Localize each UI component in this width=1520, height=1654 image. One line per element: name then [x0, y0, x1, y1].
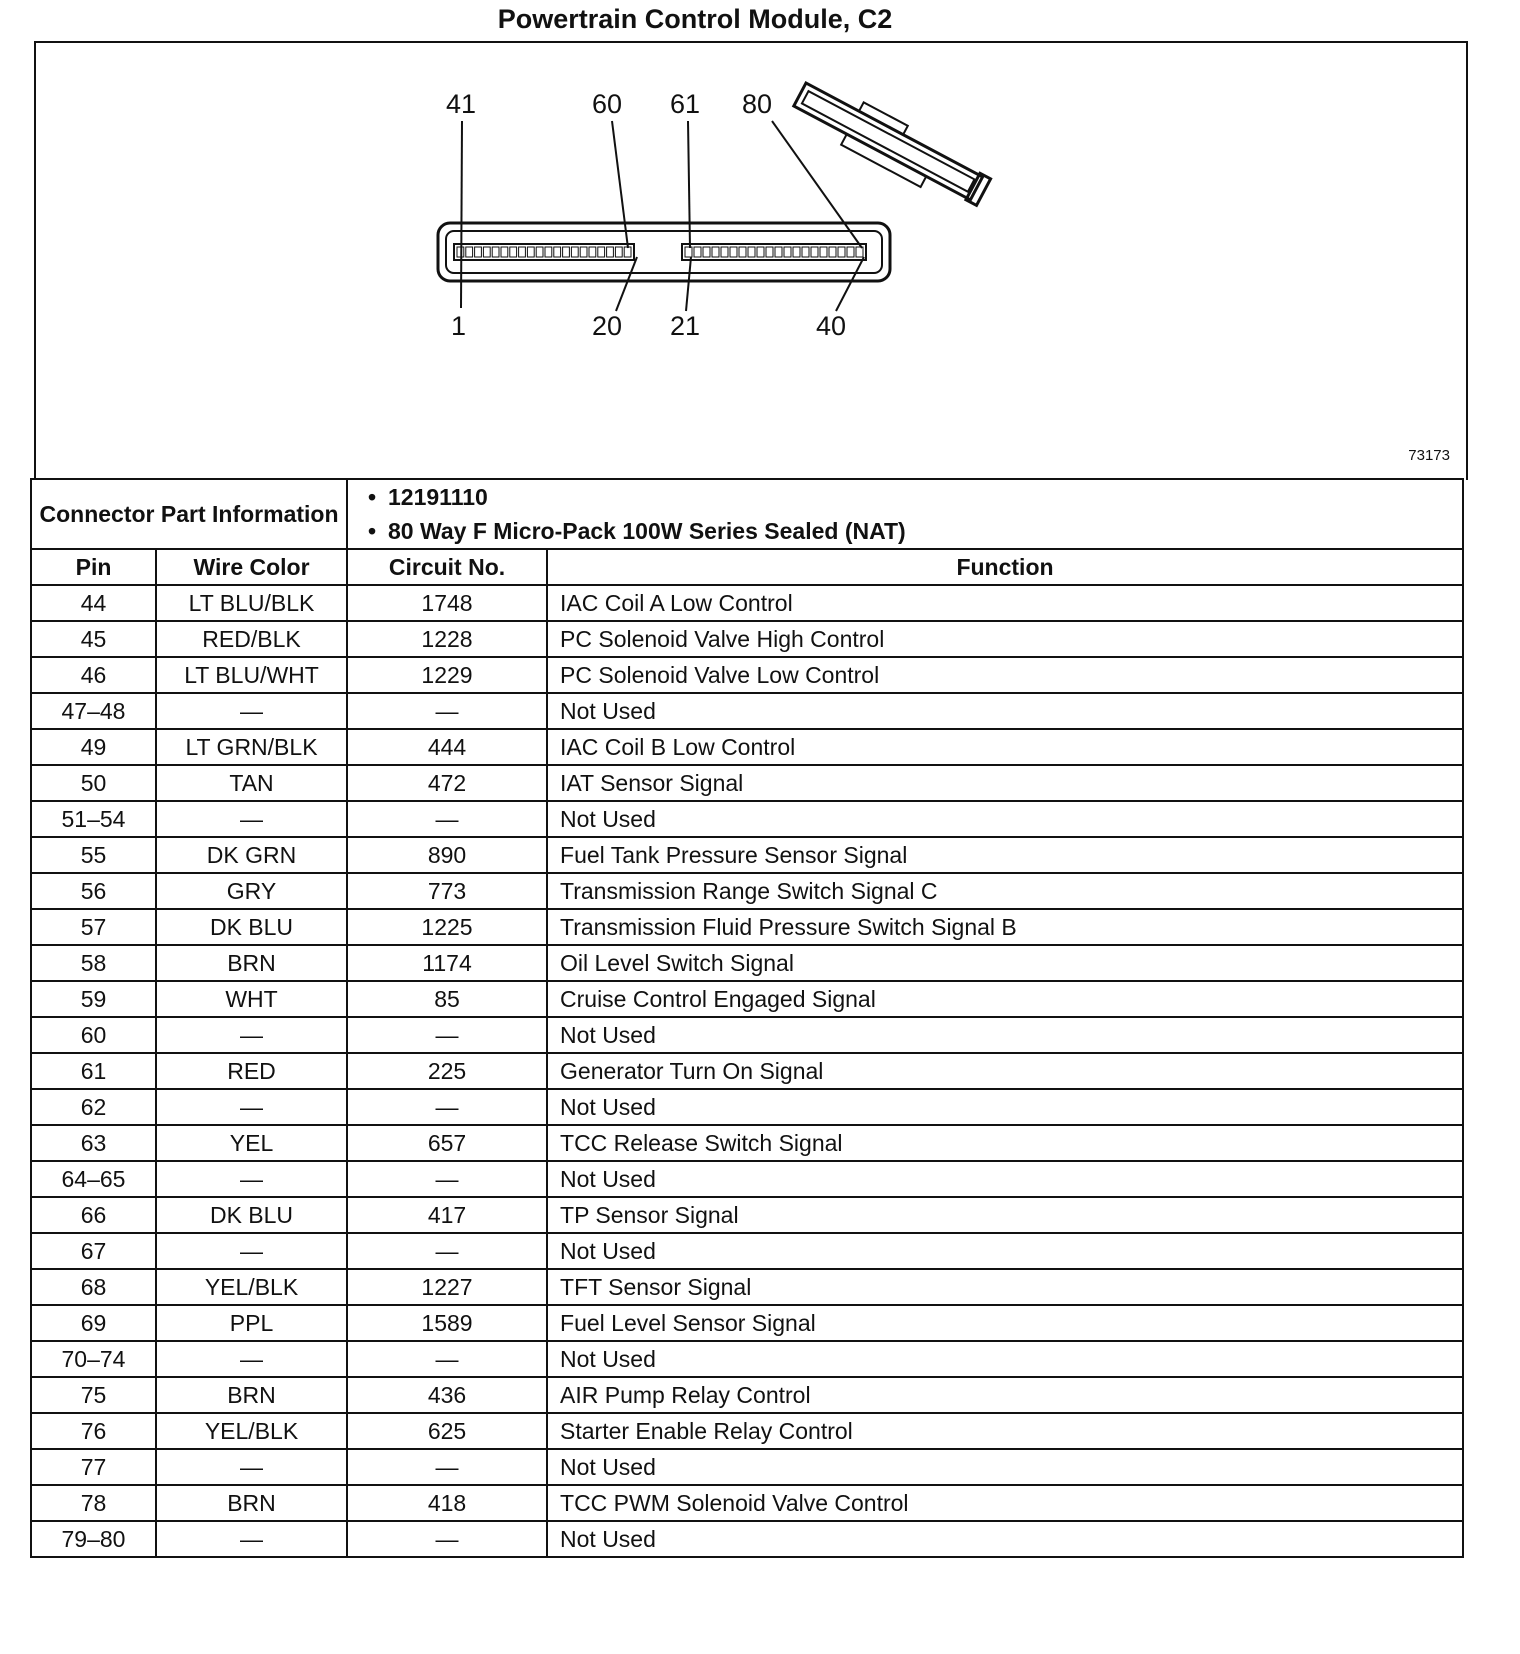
cell-function: Not Used [547, 1233, 1463, 1269]
table-row [31, 1341, 1463, 1377]
cell-circuit-no: 225 [347, 1053, 547, 1089]
cell-function: AIR Pump Relay Control [547, 1377, 1463, 1413]
pin-cavity [615, 247, 622, 257]
cell-pin: 50 [31, 765, 156, 801]
pin-label-21: 21 [670, 311, 701, 341]
pin-cavity [856, 247, 863, 257]
table-row [31, 729, 1463, 765]
pin-cavity [757, 247, 764, 257]
table-row [31, 1053, 1463, 1089]
connector-side-view [788, 74, 994, 214]
pin-cavity [685, 247, 692, 257]
leader-80 [772, 121, 862, 248]
connector-info-items [347, 479, 1463, 549]
pin-cavity [694, 247, 701, 257]
cell-wire-color: LT GRN/BLK [156, 729, 347, 765]
cell-wire-color: LT BLU/BLK [156, 585, 347, 621]
cell-function: Not Used [547, 693, 1463, 729]
cell-pin: 76 [31, 1413, 156, 1449]
cell-pin: 46 [31, 657, 156, 693]
cell-function: Generator Turn On Signal [547, 1053, 1463, 1089]
cell-function: PC Solenoid Valve High Control [547, 621, 1463, 657]
cell-circuit-no: 890 [347, 837, 547, 873]
pin-label-80: 80 [742, 89, 773, 119]
pin-cavity [483, 247, 490, 257]
cell-wire-color: TAN [156, 765, 347, 801]
table-row [31, 1089, 1463, 1125]
cell-pin: 60 [31, 1017, 156, 1053]
cell-circuit-no: 1225 [347, 909, 547, 945]
cell-wire-color: YEL [156, 1125, 347, 1161]
pin-cavity [545, 247, 552, 257]
cell-pin: 55 [31, 837, 156, 873]
cell-wire-color: DK BLU [156, 909, 347, 945]
table-row [31, 1449, 1463, 1485]
cell-function: Not Used [547, 1341, 1463, 1377]
table-row [31, 657, 1463, 693]
cell-pin: 59 [31, 981, 156, 1017]
cell-wire-color: — [156, 801, 347, 837]
cell-function: Not Used [547, 1089, 1463, 1125]
pin-cavity [784, 247, 791, 257]
pin-cavity [802, 247, 809, 257]
pin-cavity [703, 247, 710, 257]
cell-pin: 67 [31, 1233, 156, 1269]
pin-label-20: 20 [592, 311, 623, 341]
cell-wire-color: — [156, 1449, 347, 1485]
table-row [31, 1521, 1463, 1557]
cell-pin: 78 [31, 1485, 156, 1521]
pin-cavity [847, 247, 854, 257]
connector-info-row [31, 479, 1463, 549]
pin-cavity [589, 247, 596, 257]
pin-cavity [492, 247, 499, 257]
cell-wire-color: YEL/BLK [156, 1413, 347, 1449]
table-row [31, 1269, 1463, 1305]
leader-41-1 [461, 121, 462, 308]
cell-pin: 47–48 [31, 693, 156, 729]
table-row [31, 1197, 1463, 1233]
pin-cavity [820, 247, 827, 257]
pin-cavity [721, 247, 728, 257]
cell-wire-color: — [156, 1089, 347, 1125]
cell-pin: 51–54 [31, 801, 156, 837]
cell-function: Not Used [547, 1161, 1463, 1197]
cell-circuit-no: — [347, 1341, 547, 1377]
cell-function: TP Sensor Signal [547, 1197, 1463, 1233]
cell-function: IAC Coil B Low Control [547, 729, 1463, 765]
cell-function: Not Used [547, 801, 1463, 837]
cell-function: TFT Sensor Signal [547, 1269, 1463, 1305]
header-wire-color: Wire Color [156, 549, 347, 585]
cell-function: Not Used [547, 1017, 1463, 1053]
pin-label-1: 1 [451, 311, 467, 341]
cell-wire-color: RED [156, 1053, 347, 1089]
pin-cavity [829, 247, 836, 257]
table-row [31, 693, 1463, 729]
pin-cavity [838, 247, 845, 257]
cell-function: IAT Sensor Signal [547, 765, 1463, 801]
page-title: Powertrain Control Module, C2 [497, 4, 893, 34]
pin-cavity [748, 247, 755, 257]
pin-cavity [775, 247, 782, 257]
pin-label-40: 40 [816, 311, 847, 341]
cell-circuit-no: 625 [347, 1413, 547, 1449]
cell-pin: 61 [31, 1053, 156, 1089]
connector-figure [34, 41, 1468, 480]
pin-label-61: 61 [670, 89, 701, 119]
leader-21 [686, 257, 691, 311]
pin-cavity [811, 247, 818, 257]
cell-function: PC Solenoid Valve Low Control [547, 657, 1463, 693]
pin-cavity [571, 247, 578, 257]
cell-function: Starter Enable Relay Control [547, 1413, 1463, 1449]
cell-function: IAC Coil A Low Control [547, 585, 1463, 621]
table-row [31, 837, 1463, 873]
cell-pin: 45 [31, 621, 156, 657]
header-circuit-no: Circuit No. [347, 549, 547, 585]
figure-id: 73173 [1408, 447, 1450, 464]
table-row [31, 1377, 1463, 1413]
table-row [31, 621, 1463, 657]
header-function: Function [547, 549, 1463, 585]
cell-pin: 49 [31, 729, 156, 765]
cell-circuit-no: 436 [347, 1377, 547, 1413]
cell-function: TCC PWM Solenoid Valve Control [547, 1485, 1463, 1521]
cell-wire-color: GRY [156, 873, 347, 909]
table-row [31, 945, 1463, 981]
header-pin: Pin [31, 549, 156, 585]
cell-pin: 79–80 [31, 1521, 156, 1557]
cell-pin: 68 [31, 1269, 156, 1305]
pin-cavity [475, 247, 482, 257]
cell-circuit-no: 1229 [347, 657, 547, 693]
cell-function: Cruise Control Engaged Signal [547, 981, 1463, 1017]
cell-wire-color: BRN [156, 945, 347, 981]
pin-cavity [519, 247, 526, 257]
cell-wire-color: — [156, 1161, 347, 1197]
cell-wire-color: BRN [156, 1485, 347, 1521]
cell-function: TCC Release Switch Signal [547, 1125, 1463, 1161]
table-row [31, 801, 1463, 837]
cell-circuit-no: 773 [347, 873, 547, 909]
pin-cavity [536, 247, 543, 257]
table-row [31, 909, 1463, 945]
cell-function: Transmission Range Switch Signal C [547, 873, 1463, 909]
leader-60 [612, 121, 628, 248]
pins-left [457, 247, 631, 257]
cell-pin: 70–74 [31, 1341, 156, 1377]
cell-circuit-no: — [347, 1017, 547, 1053]
cell-circuit-no: 444 [347, 729, 547, 765]
pin-cavity [527, 247, 534, 257]
table-row [31, 1125, 1463, 1161]
cell-circuit-no: 417 [347, 1197, 547, 1233]
cell-wire-color: DK GRN [156, 837, 347, 873]
cell-pin: 66 [31, 1197, 156, 1233]
connector-info-item: • 80 Way F Micro-Pack 100W Series Sealed (NAT) [368, 518, 906, 544]
table-row [31, 1161, 1463, 1197]
pin-cavity [607, 247, 614, 257]
cell-circuit-no: — [347, 1449, 547, 1485]
connector-info-item: • 12191110 [368, 484, 488, 510]
cell-circuit-no: 1174 [347, 945, 547, 981]
connector-info-label: Connector Part Information [31, 479, 347, 549]
cell-function: Fuel Level Sensor Signal [547, 1305, 1463, 1341]
pin-cavity [598, 247, 605, 257]
cell-circuit-no: — [347, 693, 547, 729]
cell-circuit-no: 85 [347, 981, 547, 1017]
cell-wire-color: BRN [156, 1377, 347, 1413]
cell-circuit-no: — [347, 1089, 547, 1125]
pin-cavity [510, 247, 517, 257]
cell-wire-color: WHT [156, 981, 347, 1017]
cell-circuit-no: 472 [347, 765, 547, 801]
cell-wire-color: YEL/BLK [156, 1269, 347, 1305]
cell-circuit-no: 1589 [347, 1305, 547, 1341]
cell-circuit-no: — [347, 1161, 547, 1197]
pin-cavity [712, 247, 719, 257]
pin-cavity [793, 247, 800, 257]
pin-cavity [563, 247, 570, 257]
cell-circuit-no: 657 [347, 1125, 547, 1161]
table-row [31, 765, 1463, 801]
table-row [31, 585, 1463, 621]
cell-pin: 57 [31, 909, 156, 945]
cell-function: Not Used [547, 1521, 1463, 1557]
cell-wire-color: — [156, 693, 347, 729]
table-row [31, 1017, 1463, 1053]
cell-wire-color: LT BLU/WHT [156, 657, 347, 693]
table-row [31, 873, 1463, 909]
pinout-table [30, 478, 1464, 1558]
cell-wire-color: — [156, 1521, 347, 1557]
cell-function: Not Used [547, 1449, 1463, 1485]
table-row [31, 1233, 1463, 1269]
cell-circuit-no: 1228 [347, 621, 547, 657]
table-row [31, 981, 1463, 1017]
table-row [31, 1485, 1463, 1521]
cell-wire-color: PPL [156, 1305, 347, 1341]
leader-20 [616, 257, 637, 311]
cell-pin: 58 [31, 945, 156, 981]
table-row [31, 1413, 1463, 1449]
cell-pin: 56 [31, 873, 156, 909]
cell-circuit-no: — [347, 1233, 547, 1269]
pin-cavity [466, 247, 473, 257]
pin-cavity [624, 247, 631, 257]
cell-function: Transmission Fluid Pressure Switch Signal B [547, 909, 1463, 945]
cell-wire-color: RED/BLK [156, 621, 347, 657]
leader-40 [836, 257, 864, 311]
table-row [31, 1305, 1463, 1341]
cell-pin: 44 [31, 585, 156, 621]
cell-circuit-no: 418 [347, 1485, 547, 1521]
leader-61 [688, 121, 690, 248]
cell-circuit-no: 1748 [347, 585, 547, 621]
cell-circuit-no: — [347, 801, 547, 837]
table-header-row [31, 549, 1463, 585]
cell-wire-color: — [156, 1233, 347, 1269]
connector-inner [446, 231, 882, 273]
pin-cavity [739, 247, 746, 257]
cell-pin: 77 [31, 1449, 156, 1485]
cell-wire-color: DK BLU [156, 1197, 347, 1233]
pin-cavity [766, 247, 773, 257]
cell-function: Fuel Tank Pressure Sensor Signal [547, 837, 1463, 873]
cell-pin: 75 [31, 1377, 156, 1413]
cell-circuit-no: 1227 [347, 1269, 547, 1305]
cell-wire-color: — [156, 1017, 347, 1053]
pin-label-41: 41 [446, 89, 477, 119]
cell-pin: 62 [31, 1089, 156, 1125]
cell-wire-color: — [156, 1341, 347, 1377]
cell-pin: 64–65 [31, 1161, 156, 1197]
cell-pin: 63 [31, 1125, 156, 1161]
pins-right [685, 247, 863, 257]
cell-circuit-no: — [347, 1521, 547, 1557]
pin-cavity [501, 247, 508, 257]
pin-cavity [554, 247, 561, 257]
pin-cavity [580, 247, 587, 257]
cell-function: Oil Level Switch Signal [547, 945, 1463, 981]
pin-label-60: 60 [592, 89, 623, 119]
pin-cavity [730, 247, 737, 257]
cell-pin: 69 [31, 1305, 156, 1341]
